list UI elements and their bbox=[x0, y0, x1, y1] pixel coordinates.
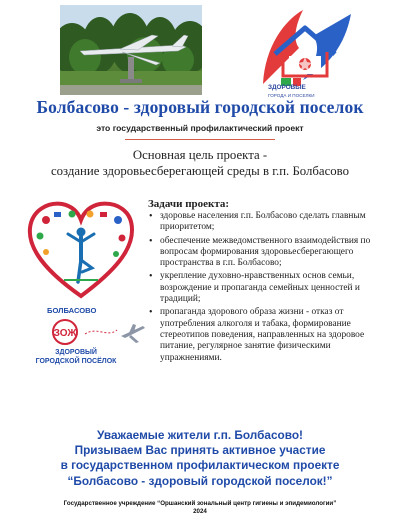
zozh-emblem bbox=[37, 318, 143, 346]
list-item: • пропаганда здорового образа жизни - отказ от употребления алкоголя и табака, формирование стереотипов поведения, направленных на здоровое питание, регулярное занятие физическими упражнениями. bbox=[148, 307, 388, 363]
goal-block bbox=[0, 147, 400, 179]
logo-caption-line1: ЗДОРОВЫЕ bbox=[268, 84, 306, 91]
list-item: • обеспечение межведомственного взаимодействия по вопросам формирования здоровьесберегающего пространства в г.п. Болбасово; bbox=[148, 236, 388, 270]
list-item: • укрепление духовно-нравственных основ семьи, возрождение и пропаганда семейных ценностей и традиций; bbox=[148, 271, 388, 305]
heart-illustration bbox=[24, 198, 138, 302]
page-subtitle: это государственный профилактический проект bbox=[96, 123, 304, 133]
page-title: Болбасово - здоровый городской поселок bbox=[36, 97, 364, 117]
badge-top-text: БОЛБАСОВО bbox=[47, 306, 97, 315]
logo-caption-line2: ГОРОДА И ПОСЕЛКИ bbox=[268, 93, 315, 98]
zozh-text: ЗОЖ bbox=[53, 328, 77, 339]
footer-year: 2024 bbox=[193, 508, 207, 515]
healthy-cities-logo bbox=[255, 6, 355, 88]
appeal-line2: Призываем Вас принять активное участие bbox=[74, 443, 326, 458]
goal-line2: создание здоровьесберегающей среды в г.п. Болбасово bbox=[50, 164, 350, 178]
footer-org: Государственное учреждение “Оршанский зональный центр гигиены и эпидемиологии” bbox=[63, 500, 337, 507]
badge-bottom-text: ЗДОРОВЫЙ ГОРОДСКОЙ ПОСЁЛОК bbox=[35, 349, 117, 365]
divider bbox=[125, 139, 275, 140]
goal-line1: Основная цель проекта - bbox=[132, 148, 268, 162]
tasks-title: Задачи проекта: bbox=[148, 198, 230, 210]
appeal-line1: Уважаемые жители г.п. Болбасово! bbox=[97, 428, 303, 442]
appeal-line3: в государственном профилактическом проекте bbox=[60, 458, 340, 473]
appeal-line4: “Болбасово - здоровый городской поселок!” bbox=[67, 473, 333, 488]
tasks-list bbox=[148, 211, 388, 366]
appeal-block bbox=[0, 428, 400, 489]
zozh-badge bbox=[33, 306, 143, 366]
footer bbox=[0, 500, 400, 516]
header-photo bbox=[60, 5, 202, 95]
list-item: • здоровье населения г.п. Болбасово сделать главным приоритетом; bbox=[148, 211, 388, 234]
